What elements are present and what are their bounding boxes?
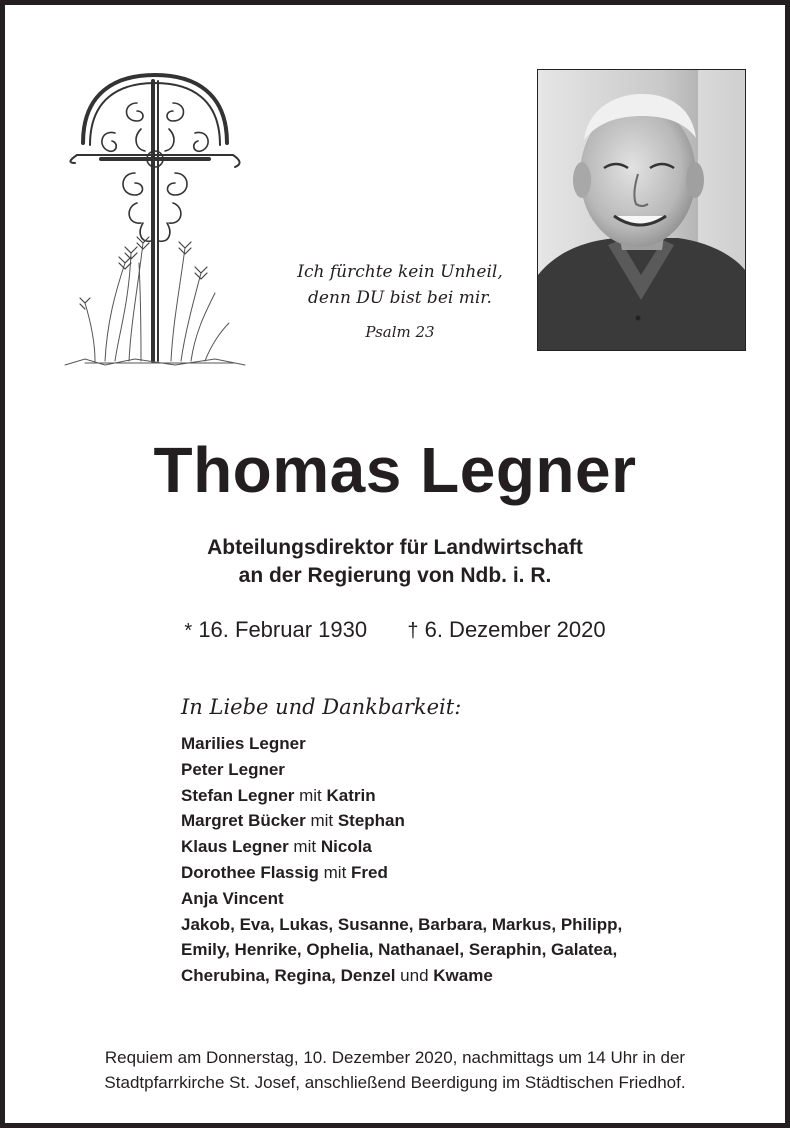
- connector-word: und: [395, 966, 434, 986]
- portrait-person-icon: [538, 70, 745, 350]
- mourner-line: [181, 912, 721, 938]
- deceased-title: [5, 534, 785, 590]
- mourner-name: Peter Legner: [181, 759, 285, 779]
- mourner-name: Nicola: [320, 837, 372, 857]
- cross-drawing-icon: [45, 63, 260, 383]
- mourner-name: Marilies Legner: [181, 734, 306, 753]
- life-dates: [5, 617, 785, 643]
- mourner-name: Emily, Henrike, Ophelia, Nathanael, Seraphin, Galatea,: [181, 940, 618, 960]
- mourner-name: Jakob, Eva, Lukas, Susanne, Barbara, Markus, Philipp,: [181, 914, 623, 934]
- mourner-name: Katrin: [326, 785, 376, 805]
- mourner-line: [181, 886, 721, 912]
- mourner-line: [181, 757, 721, 783]
- requiem-info: [25, 1045, 765, 1095]
- deceased-name: Thomas Legner: [153, 434, 637, 506]
- mourner-name: Margret Bücker: [181, 811, 306, 831]
- connector-word: mit: [288, 837, 321, 857]
- requiem-line-2: Stadtpfarrkirche St. Josef, anschließend Beerdigung im Städtischen Friedhof.: [104, 1073, 686, 1092]
- mourner-name: Cherubina, Regina, Denzel: [181, 966, 396, 986]
- mourner-line: [181, 937, 721, 963]
- verse-line-2: denn DU bist bei mir.: [308, 288, 492, 308]
- mourner-name: Stephan: [337, 811, 405, 831]
- mourner-line: [181, 834, 721, 860]
- mourner-name: Klaus Legner: [181, 837, 289, 857]
- wrought-iron-cross-illustration: [45, 63, 260, 383]
- mourner-line: [181, 860, 721, 886]
- title-line-2: an der Regierung von Ndb. i. R.: [238, 564, 552, 587]
- verse-reference: Psalm 23: [365, 323, 435, 341]
- portrait-photo: [537, 69, 746, 351]
- requiem-line-1: Requiem am Donnerstag, 10. Dezember 2020, nachmittags um 14 Uhr in der: [104, 1048, 686, 1067]
- birth-date: 16. Februar 1930: [198, 617, 368, 642]
- birth-star-icon: *: [184, 620, 193, 642]
- mourner-name: Stefan Legner: [181, 785, 295, 805]
- connector-word: mit: [305, 811, 338, 831]
- mourner-name: Kwame: [433, 966, 493, 986]
- death-cross-icon: †: [407, 620, 419, 642]
- mourner-line: [181, 731, 721, 757]
- death-date: 6. Dezember 2020: [424, 617, 606, 642]
- connector-word: mit: [318, 862, 352, 882]
- mourner-name: Dorothee Flassig: [181, 862, 319, 882]
- mourner-name: Fred: [351, 862, 388, 882]
- mourners-list: [181, 731, 721, 989]
- mourner-line: [181, 808, 721, 834]
- title-line-1: Abteilungsdirektor für Landwirtschaft: [207, 536, 583, 559]
- mourner-line: [181, 783, 721, 809]
- mourner-line: [181, 963, 721, 989]
- verse-line-1: Ich fürchte kein Unheil,: [297, 262, 503, 282]
- psalm-verse: [275, 259, 525, 345]
- connector-word: mit: [294, 785, 327, 805]
- mourners-heading: In Liebe und Dankbarkeit:: [181, 695, 462, 719]
- mourner-name: Anja Vincent: [181, 888, 284, 908]
